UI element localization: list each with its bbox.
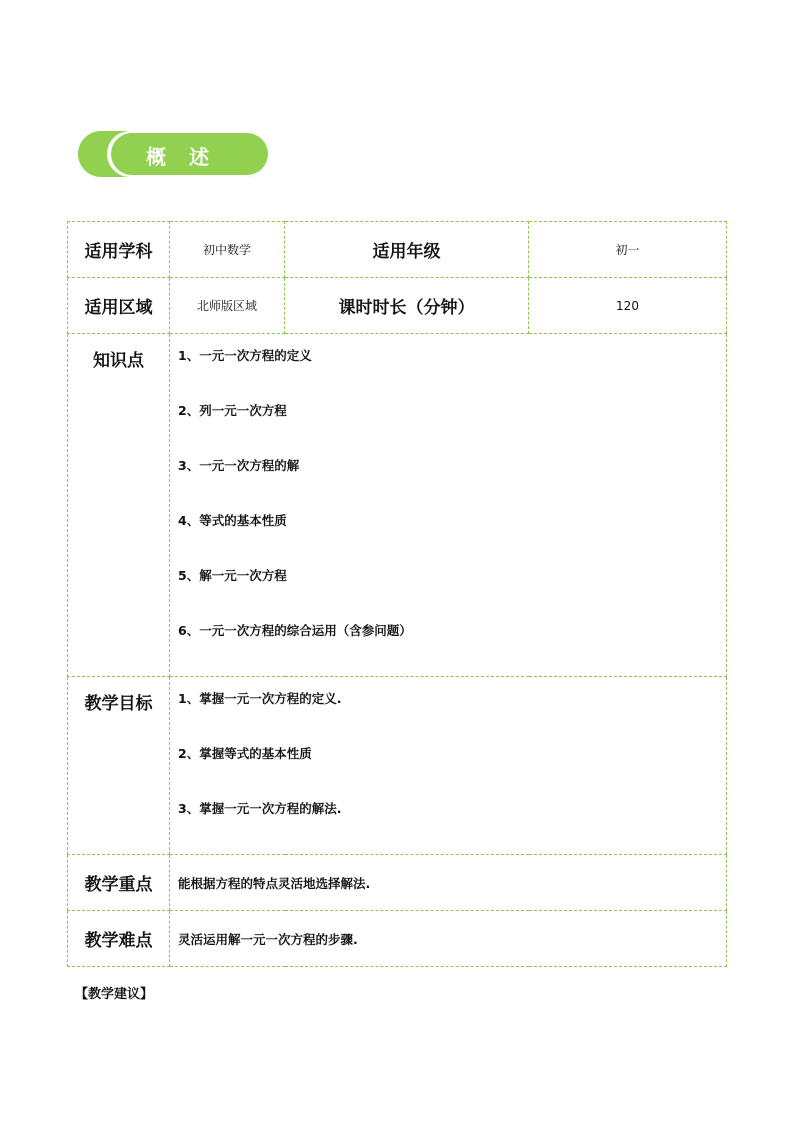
grade-value: 初一 <box>529 222 727 278</box>
list-item: 4、等式的基本性质 <box>178 513 287 528</box>
course-info-table <box>67 221 727 967</box>
knowledge-list <box>170 334 727 677</box>
section-banner <box>78 131 270 177</box>
list-item: 5、解一元一次方程 <box>178 568 287 583</box>
table-row <box>68 222 727 278</box>
table-row <box>68 677 727 855</box>
region-value: 北师版区域 <box>170 278 285 334</box>
table-row <box>68 911 727 967</box>
duration-value: 120 <box>529 278 727 334</box>
advice-heading: 【教学建议】 <box>75 987 154 1002</box>
subject-value: 初中数学 <box>170 222 285 278</box>
focus-value: 能根据方程的特点灵活地选择解法. <box>170 855 727 911</box>
knowledge-label: 知识点 <box>68 334 170 677</box>
list-item: 1、掌握一元一次方程的定义. <box>178 691 342 706</box>
banner-title: 概 述 <box>146 145 217 169</box>
duration-label: 课时时长（分钟） <box>285 278 529 334</box>
list-item: 2、掌握等式的基本性质 <box>178 746 312 761</box>
list-item: 2、列一元一次方程 <box>178 403 287 418</box>
list-item: 3、掌握一元一次方程的解法. <box>178 801 342 816</box>
list-item: 3、一元一次方程的解 <box>178 458 300 473</box>
region-label: 适用区域 <box>68 278 170 334</box>
table-row <box>68 334 727 677</box>
grade-label: 适用年级 <box>285 222 529 278</box>
focus-label: 教学重点 <box>68 855 170 911</box>
goals-list <box>170 677 727 855</box>
difficulty-value: 灵活运用解一元一次方程的步骤. <box>170 911 727 967</box>
list-item: 6、一元一次方程的综合运用（含参问题） <box>178 623 412 638</box>
difficulty-label: 教学难点 <box>68 911 170 967</box>
table-row <box>68 278 727 334</box>
goals-label: 教学目标 <box>68 677 170 855</box>
subject-label: 适用学科 <box>68 222 170 278</box>
table-row <box>68 855 727 911</box>
list-item: 1、一元一次方程的定义 <box>178 348 312 363</box>
